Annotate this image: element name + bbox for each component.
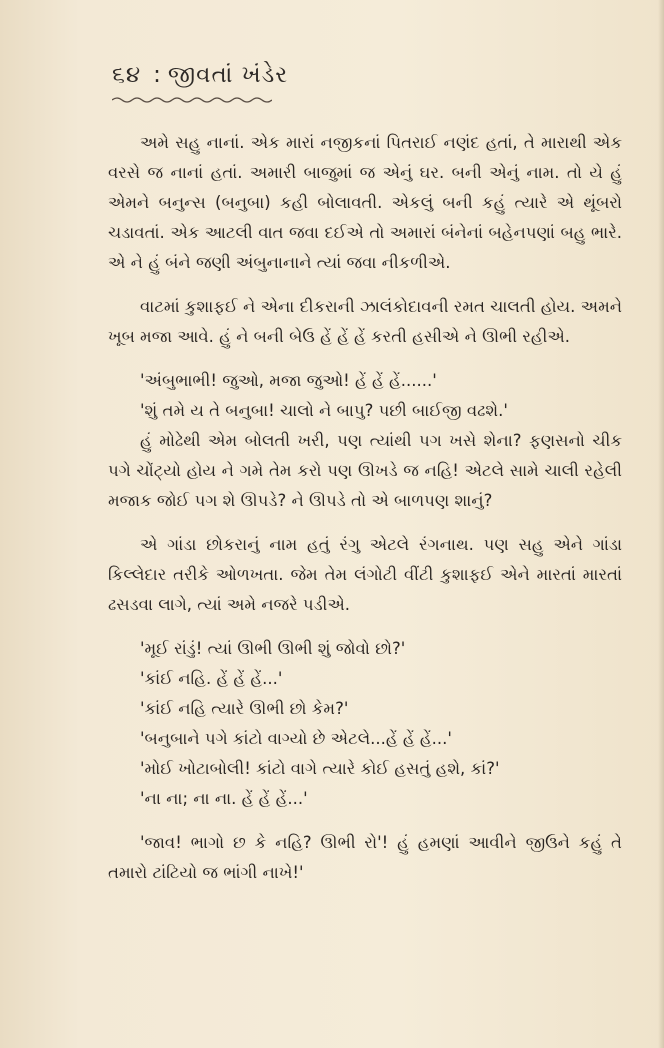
paragraph-2: વાટમાં કુશાફઈ ને એના દીકરાની ઝાલંકોદાવની રમત ચાલતી હોય. અમને ખૂબ મજા આવે. હું ને બની બેઉ હેં હેં હેં કરતી હસીએ ને ઊભી રહીએ.: [108, 297, 623, 346]
page-header: [112, 62, 288, 88]
dialogue-line: 'અંબુભાભી! જુઓ, મજા જુઓ! હેં હેં હેં......': [140, 371, 437, 390]
page-edge-shadow: [658, 0, 664, 1048]
dialogue-line: 'શું તમે ય તે બનુબા! ચાલો ને બાપુ? પછી બાઈજી વઢશે.': [140, 401, 508, 420]
chapter-title: જીવતાં ખંડેર: [167, 62, 289, 88]
dialogue-line: 'મોઈ ખોટાબોલી! કાંટો વાગે ત્યારે કોઈ હસતું હશે, કાં?': [140, 759, 500, 778]
paragraph-3: હું મોઢેથી એમ બોલતી ખરી, પણ ત્યાંથી પગ ખસે શેના? ફણસનો ચીક પગે ચોંટ્યો હોય ને ગમે તેમ કરો પણ ઊખડે જ નહિ! એટલે સામે ચાલી રહેલી મજાક જોઈ પગ શે ઊપડે? ને ઊપડે તો એ બાળપણ શાનું?: [108, 431, 622, 510]
paragraph-4: એ ગાંડા છોકરાનું નામ હતું રંગુ એટલે રંગનાથ. પણ સહુ એને ગાંડા કિલ્લેદાર તરીકે ઓળખતા. જેમ તેમ લંગોટી વીંટી કુશાફઈ એને મારતાં મારતાં ઢસડવા લાગે, ત્યાં અમે નજરે પડીએ.: [108, 535, 622, 614]
dialogue-line: 'કાંઈ નહિ. હેં હેં હેં...': [140, 669, 283, 688]
dialogue-line: 'બનુબાને પગે કાંટો વાગ્યો છે એટલે...હેં હેં હેં...': [140, 729, 452, 748]
header-separator: :: [153, 62, 162, 88]
paragraph-5: 'જાવ! ભાગો છ કે નહિ? ઊભી રો'! હું હમણાં આવીને જીઉને કહું તે તમારો ટાંટિયો જ ભાંગી નાખે!': [108, 833, 622, 882]
paragraph-1: અમે સહુ નાનાં. એક મારાં નજીકનાં પિતરાઈ નણંદ હતાં, તે મારાથી એક વરસે જ નાનાં હતાં. અમારી બાજુમાં જ એનું ઘર. બની એનું નામ. તો યે હું એમને બનુન્સ (બનુબા) કહી બોલાવતી. એકલું બની કહું ત્યારે એ થૂંબરો ચડાવતાં. એક આટલી વાત જવા દઈએ તો અમારાં બંનેનાં બહેનપણાં બહુ ભારે. એ ને હું બંને જણી અંબુનાનાને ત્યાં જવા નીકળીએ.: [108, 133, 622, 272]
dialogue-line: 'મૂઈ રાંડું! ત્યાં ઊભી ઊભી શું જોવો છો?': [140, 639, 406, 658]
dialogue-line: 'ના ના; ના ના. હેં હેં હેં...': [140, 789, 308, 808]
body-text: [108, 128, 622, 888]
page-number: ૬૪: [112, 62, 142, 88]
header-ornament-rule: [112, 96, 272, 104]
dialogue-line: 'કાંઈ નહિ ત્યારે ઊભી છો કેમ?': [140, 699, 349, 718]
